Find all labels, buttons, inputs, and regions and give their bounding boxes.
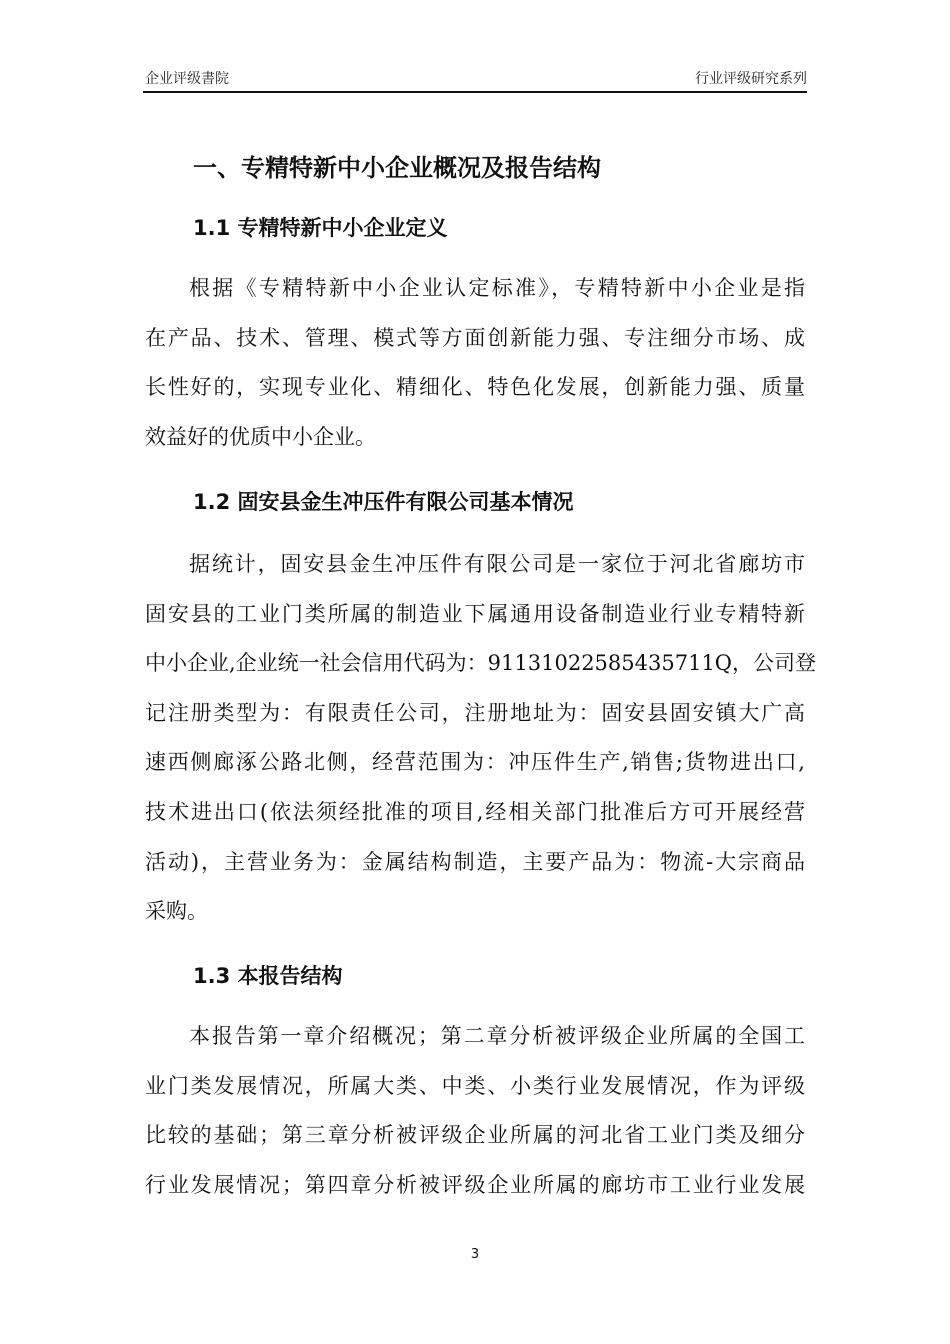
text-line: 业门类发展情况，所属大类、中类、小类行业发展情况，作为评级 <box>145 1073 805 1098</box>
paragraph-report-structure <box>145 1012 805 1210</box>
text-line: 长性好的，实现专业化、精细化、特色化发展，创新能力强、质量 <box>145 375 805 400</box>
text-line: 中小企业,企业统一社会信用代码为：91131022585435711Q，公司登 <box>145 651 817 676</box>
text-line: 速西侧廊涿公路北侧，经营范围为：冲压件生产,销售;货物进出口, <box>145 750 805 775</box>
text-line: 记注册类型为：有限责任公司，注册地址为：固安县固安镇大广高 <box>145 700 805 725</box>
text-line: 效益好的优质中小企业。 <box>145 424 376 449</box>
text-line: 在产品、技术、管理、模式等方面创新能力强、专注细分市场、成 <box>145 325 805 350</box>
text-line: 采购。 <box>145 899 208 924</box>
header-left: 企业评级書院 <box>145 71 229 87</box>
text-line: 行业发展情况；第四章分析被评级企业所属的廊坊市工业行业发展 <box>145 1172 805 1197</box>
text-line: 比较的基础；第三章分析被评级企业所属的河北省工业门类及细分 <box>145 1123 805 1148</box>
chapter-title: 一、专精特新中小企业概况及报告结构 <box>193 154 601 182</box>
header-right: 行业评级研究系列 <box>695 71 807 87</box>
section-title-1-2: 1.2 固安县金生冲压件有限公司基本情况 <box>193 490 574 514</box>
text-line: 活动)，主营业务为：金属结构制造，主要产品为：物流-大宗商品 <box>145 849 805 874</box>
text-line: 根据《专精特新中小企业认定标准》，专精特新中小企业是指 <box>189 276 805 300</box>
page-number: 3 <box>470 1247 480 1262</box>
paragraph-definition <box>145 264 805 462</box>
paragraph-company-info <box>145 540 817 937</box>
text-line: 固安县的工业门类所属的制造业下属通用设备制造业行业专精特新 <box>145 601 805 626</box>
text-line: 据统计，固安县金生冲压件有限公司是一家位于河北省廊坊市 <box>189 552 805 576</box>
section-title-1-1: 1.1 专精特新中小企业定义 <box>193 216 448 240</box>
section-title-1-3: 1.3 本报告结构 <box>193 964 343 988</box>
header-rule <box>143 91 807 93</box>
text-line: 本报告第一章介绍概况；第二章分析被评级企业所属的全国工 <box>189 1024 805 1048</box>
text-line: 技术进出口(依法须经批准的项目,经相关部门批准后方可开展经营 <box>145 799 805 824</box>
